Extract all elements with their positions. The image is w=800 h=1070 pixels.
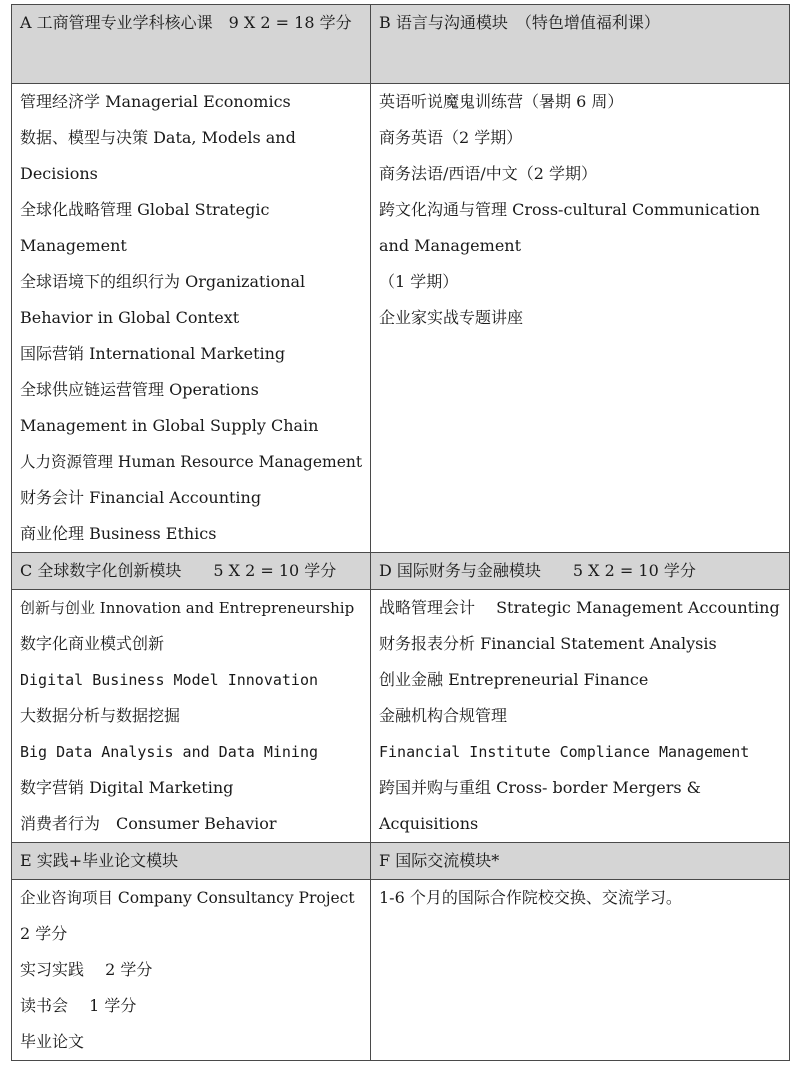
course-item: 国际营销 International Marketing xyxy=(20,344,286,363)
course-item: 毕业论文 xyxy=(20,1032,85,1051)
course-item: Big Data Analysis and Data Mining xyxy=(20,743,319,761)
course-item: Financial Institute Compliance Management xyxy=(379,743,750,761)
course-item: Behavior in Global Context xyxy=(20,308,240,327)
course-item: 商务英语（2 学期） xyxy=(379,128,523,147)
course-item: 实习实践 2 学分 xyxy=(20,960,153,979)
course-item: 金融机构合规管理 xyxy=(379,706,508,725)
course-item: Management in Global Supply Chain xyxy=(20,416,319,435)
module-c-courses xyxy=(12,590,371,843)
course-item: 消费者行为 Consumer Behavior xyxy=(20,814,277,833)
module-a-header: A 工商管理专业学科核心课 9 X 2 = 18 学分 xyxy=(12,5,371,84)
course-item: 跨文化沟通与管理 Cross-cultural Communication xyxy=(379,200,760,219)
course-item: 全球供应链运营管理 Operations xyxy=(20,380,259,399)
header-row-1 xyxy=(12,5,790,84)
module-f-courses xyxy=(371,880,790,1061)
course-item: 战略管理会计 Strategic Management Accounting xyxy=(379,598,780,617)
module-d-courses xyxy=(371,590,790,843)
course-item: 大数据分析与数据挖掘 xyxy=(20,706,181,725)
course-item: 数字化商业模式创新 xyxy=(20,634,165,653)
course-item: Digital Business Model Innovation xyxy=(20,671,319,689)
course-item: 全球语境下的组织行为 Organizational xyxy=(20,272,306,291)
course-item: 数字营销 Digital Marketing xyxy=(20,778,234,797)
course-item: （1 学期） xyxy=(379,272,459,291)
course-item: 1-6 个月的国际合作院校交换、交流学习。 xyxy=(379,888,682,907)
module-f-header: F 国际交流模块* xyxy=(371,843,790,880)
module-a-courses xyxy=(12,84,371,553)
course-item: 财务会计 Financial Accounting xyxy=(20,488,262,507)
course-item: 创新与创业 Innovation and Entrepreneurship xyxy=(20,599,355,617)
course-item: 全球化战略管理 Global Strategic xyxy=(20,200,270,219)
module-b-header: B 语言与沟通模块 （特色增值福利课） xyxy=(371,5,790,84)
course-item: 2 学分 xyxy=(20,924,68,943)
header-row-3 xyxy=(12,843,790,880)
course-item: 创业金融 Entrepreneurial Finance xyxy=(379,670,649,689)
course-item: 英语听说魔鬼训练营（暑期 6 周） xyxy=(379,92,624,111)
course-item: 管理经济学 Managerial Economics xyxy=(20,92,291,111)
body-row-1 xyxy=(12,84,790,553)
body-row-2 xyxy=(12,590,790,843)
course-item: Acquisitions xyxy=(379,814,479,833)
course-item: 企业家实战专题讲座 xyxy=(379,308,524,327)
course-item: 数据、模型与决策 Data, Models and xyxy=(20,128,296,147)
course-item: 商务法语/西语/中文（2 学期） xyxy=(379,164,598,183)
course-item: 人力资源管理 Human Resource Management xyxy=(20,453,363,471)
body-row-3 xyxy=(12,880,790,1061)
course-item: and Management xyxy=(379,236,522,255)
course-item: 商业伦理 Business Ethics xyxy=(20,524,217,543)
course-item: 读书会 1 学分 xyxy=(20,996,137,1015)
module-b-courses xyxy=(371,84,790,553)
module-d-header: D 国际财务与金融模块 5 X 2 = 10 学分 xyxy=(371,553,790,590)
module-e-courses xyxy=(12,880,371,1061)
module-c-header: C 全球数字化创新模块 5 X 2 = 10 学分 xyxy=(12,553,371,590)
course-item: Management xyxy=(20,236,127,255)
course-item: 财务报表分析 Financial Statement Analysis xyxy=(379,634,717,653)
course-item: 企业咨询项目 Company Consultancy Project xyxy=(20,889,355,907)
course-item: 跨国并购与重组 Cross- border Mergers & xyxy=(379,778,701,797)
header-row-2 xyxy=(12,553,790,590)
curriculum-table xyxy=(11,4,790,1061)
module-e-header: E 实践+毕业论文模块 xyxy=(12,843,371,880)
course-item: Decisions xyxy=(20,164,98,183)
